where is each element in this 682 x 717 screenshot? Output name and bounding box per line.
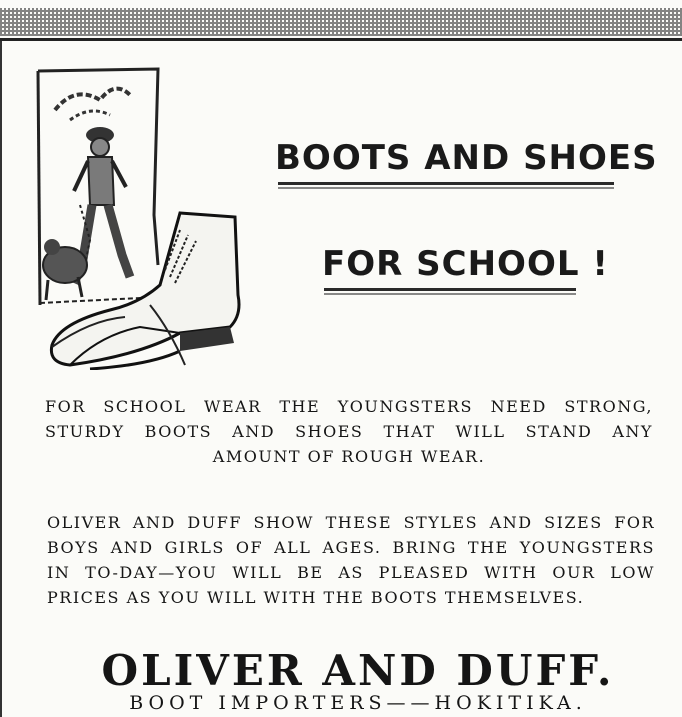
paragraph-styles-and-sizes [47, 510, 655, 610]
headline-boots-and-shoes: BOOTS AND SHOES [275, 138, 658, 178]
top-ornamental-border [0, 8, 682, 36]
paragraph-school-wear [45, 394, 653, 469]
paragraph-2-line: IN TO-DAY—YOU WILL BE AS PLEASED WITH OUR LOW [47, 563, 655, 582]
paragraph-2-line: BOYS AND GIRLS OF ALL AGES. BRING THE YOUNGSTERS [47, 538, 655, 557]
top-rule [0, 38, 682, 41]
headline-2-underline [324, 288, 576, 291]
headline-for-school: FOR SCHOOL ! [322, 244, 609, 284]
firm-name: OLIVER AND DUFF. [101, 646, 615, 695]
headline-2-underline-secondary [324, 293, 576, 295]
headline-1-underline [278, 182, 614, 185]
firm-tagline: BOOT IMPORTERS——HOKITIKA. [129, 692, 587, 714]
paragraph-1-line: FOR SCHOOL WEAR THE YOUNGSTERS NEED STRONG, [45, 397, 653, 416]
paragraph-1-line: STURDY BOOTS AND SHOES THAT WILL STAND ANY [45, 422, 653, 441]
headline-1-underline-secondary [278, 187, 614, 189]
boot-illustration-icon [30, 65, 255, 370]
paragraph-2-line: PRICES AS YOU WILL WITH THE BOOTS THEMSELVES. [47, 588, 585, 607]
paragraph-2-line: OLIVER AND DUFF SHOW THESE STYLES AND SIZES FOR [47, 513, 655, 532]
left-column-rule [0, 41, 2, 717]
paragraph-1-line: AMOUNT OF ROUGH WEAR. [212, 447, 486, 466]
